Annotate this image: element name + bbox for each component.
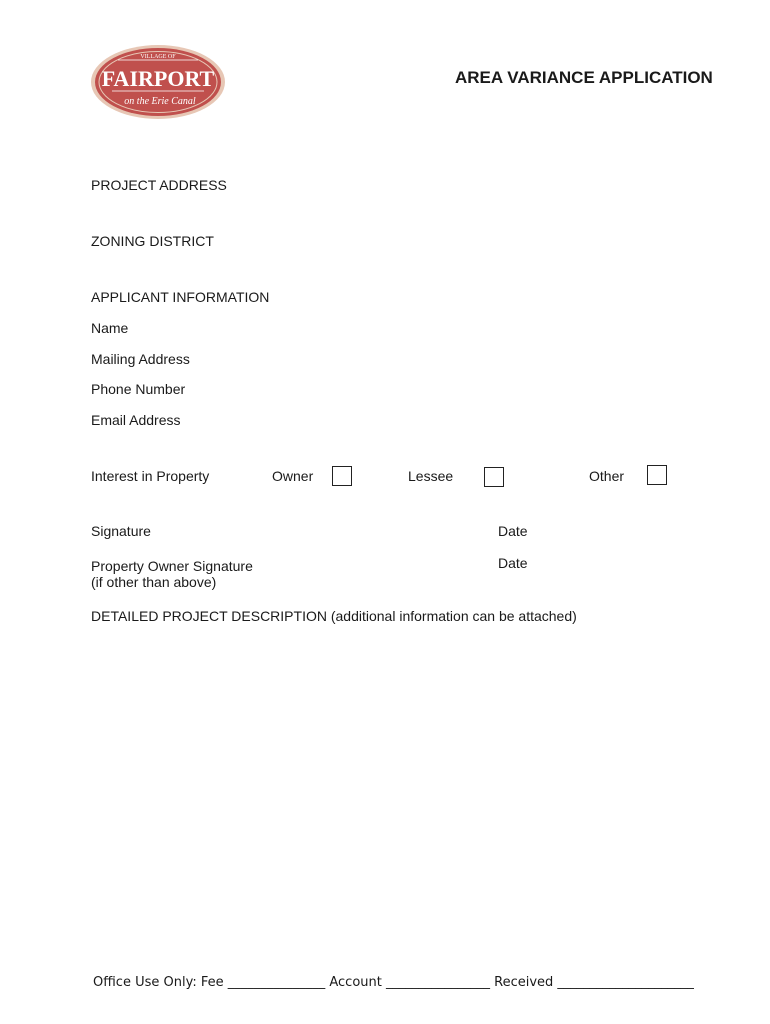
lessee-checkbox[interactable]	[484, 467, 504, 487]
project-description-note: (additional information can be attached)	[326, 608, 577, 624]
project-description-title: DETAILED PROJECT DESCRIPTION	[91, 608, 327, 624]
signature-date-label: Date	[498, 523, 528, 539]
other-checkbox[interactable]	[647, 465, 667, 485]
email-address-label: Email Address	[91, 412, 181, 428]
signature-label: Signature	[91, 523, 151, 539]
project-description-heading	[91, 608, 577, 624]
interest-in-property-label: Interest in Property	[91, 468, 210, 484]
logo-top-text: VILLAGE OF	[140, 54, 176, 60]
mailing-address-label: Mailing Address	[91, 351, 190, 367]
owner-signature-label: Property Owner Signature	[91, 558, 253, 574]
fairport-seal-icon	[90, 44, 226, 120]
applicant-information-heading: APPLICANT INFORMATION	[91, 289, 270, 305]
logo-script-text: on the Erie Canal	[124, 96, 196, 107]
owner-option-label: Owner	[272, 468, 314, 484]
owner-signature-date-label: Date	[498, 555, 528, 571]
office-use-footer: Office Use Only: Fee _______________ Account ________________ Received _____________________	[93, 975, 694, 990]
zoning-district-label: ZONING DISTRICT	[91, 233, 214, 249]
lessee-option-label: Lessee	[408, 468, 454, 484]
logo-name: FAIRPORT	[101, 66, 215, 91]
fairport-logo	[90, 44, 226, 120]
other-option-label: Other	[589, 468, 625, 484]
project-address-label: PROJECT ADDRESS	[91, 177, 227, 193]
phone-number-label: Phone Number	[91, 381, 186, 397]
owner-checkbox[interactable]	[332, 466, 352, 486]
owner-signature-note: (if other than above)	[91, 574, 217, 590]
page-title: AREA VARIANCE APPLICATION	[455, 68, 713, 87]
name-label: Name	[91, 320, 129, 336]
